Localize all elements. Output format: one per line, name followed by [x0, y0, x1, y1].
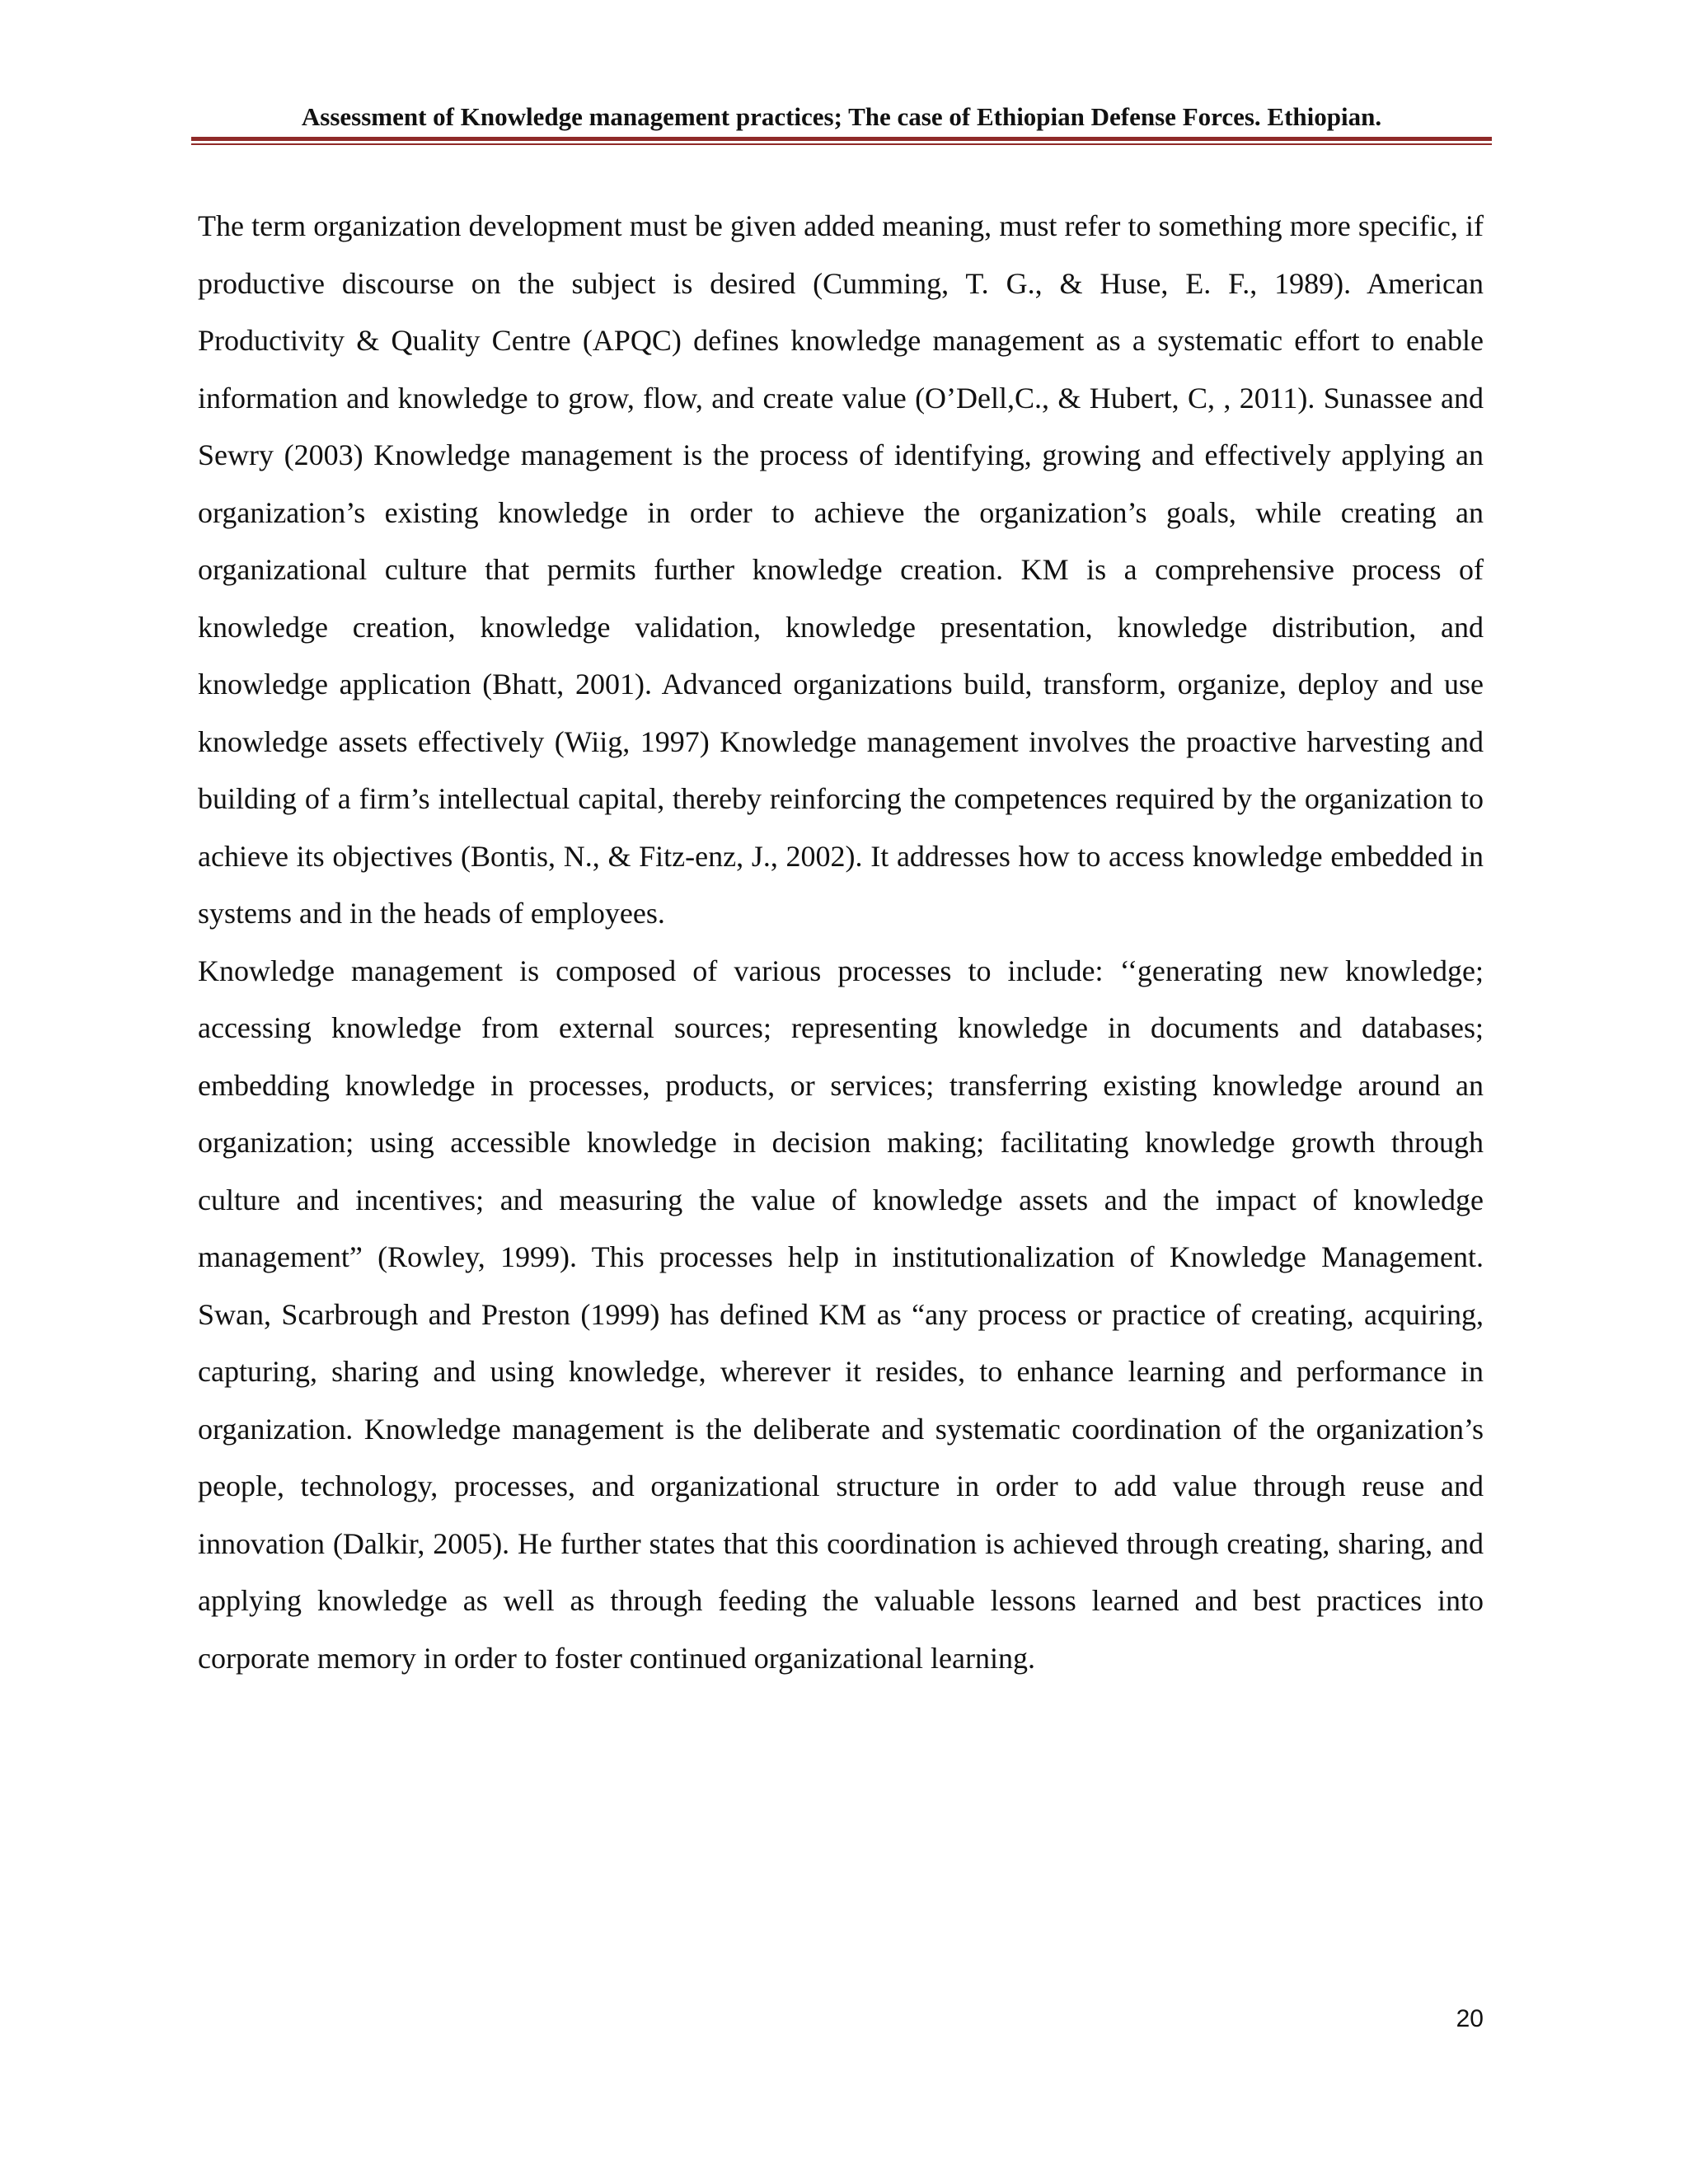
page-number: 20	[1456, 2005, 1484, 2032]
header-rule-thin	[191, 143, 1492, 145]
running-header-title: Assessment of Knowledge management practices; The case of Ethiopian Defense Forces. Ethiopian.	[301, 102, 1382, 131]
body-text	[198, 198, 1484, 1687]
paragraph-2: Knowledge management is composed of various processes to include: ‘‘generating new knowledge; accessing knowledge from external sources; representing knowledge in documents and databases; embedding knowledge in processes, products, or services; transferring existing knowledge around an organization; using accessible knowledge in decision making; facilitating knowledge growth through culture and incentives; and measuring the value of knowledge assets and the impact of knowledge management” (Rowley, 1999). This processes help in institutionalization of Knowledge Management. Swan, Scarbrough and Preston (1999) has defined KM as “any process or practice of creating, acquiring, capturing, sharing and using knowledge, wherever it resides, to enhance learning and performance in organization. Knowledge management is the deliberate and systematic coordination of the organization’s people, technology, processes, and organizational structure in order to add value through reuse and innovation (Dalkir, 2005). He further states that this coordination is achieved through creating, sharing, and applying knowledge as well as through feeding the valuable lessons learned and best practices into corporate memory in order to foster continued organizational learning.	[198, 954, 1484, 1675]
paragraph-1: The term organization development must be given added meaning, must refer to something more specific, if productive discourse on the subject is desired (Cumming, T. G., & Huse, E. F., 1989). American Productivity & Quality Centre (APQC) defines knowledge management as a systematic effort to enable information and knowledge to grow, flow, and create value (O’Dell,C., & Hubert, C, , 2011). Sunassee and Sewry (2003) Knowledge management is the process of identifying, growing and effectively applying an organization’s existing knowledge in order to achieve the organization’s goals, while creating an organizational culture that permits further knowledge creation. KM is a comprehensive process of knowledge creation, knowledge validation, knowledge presentation, knowledge distribution, and knowledge application (Bhatt, 2001). Advanced organizations build, transform, organize, deploy and use knowledge assets effectively (Wiig, 1997) Knowledge management involves the proactive harvesting and building of a firm’s intellectual capital, thereby reinforcing the competences required by the organization to achieve its objectives (Bontis, N., & Fitz-enz, J., 2002). It addresses how to access knowledge embedded in systems and in the heads of employees.	[198, 209, 1484, 930]
header-rule-thick	[191, 137, 1492, 141]
